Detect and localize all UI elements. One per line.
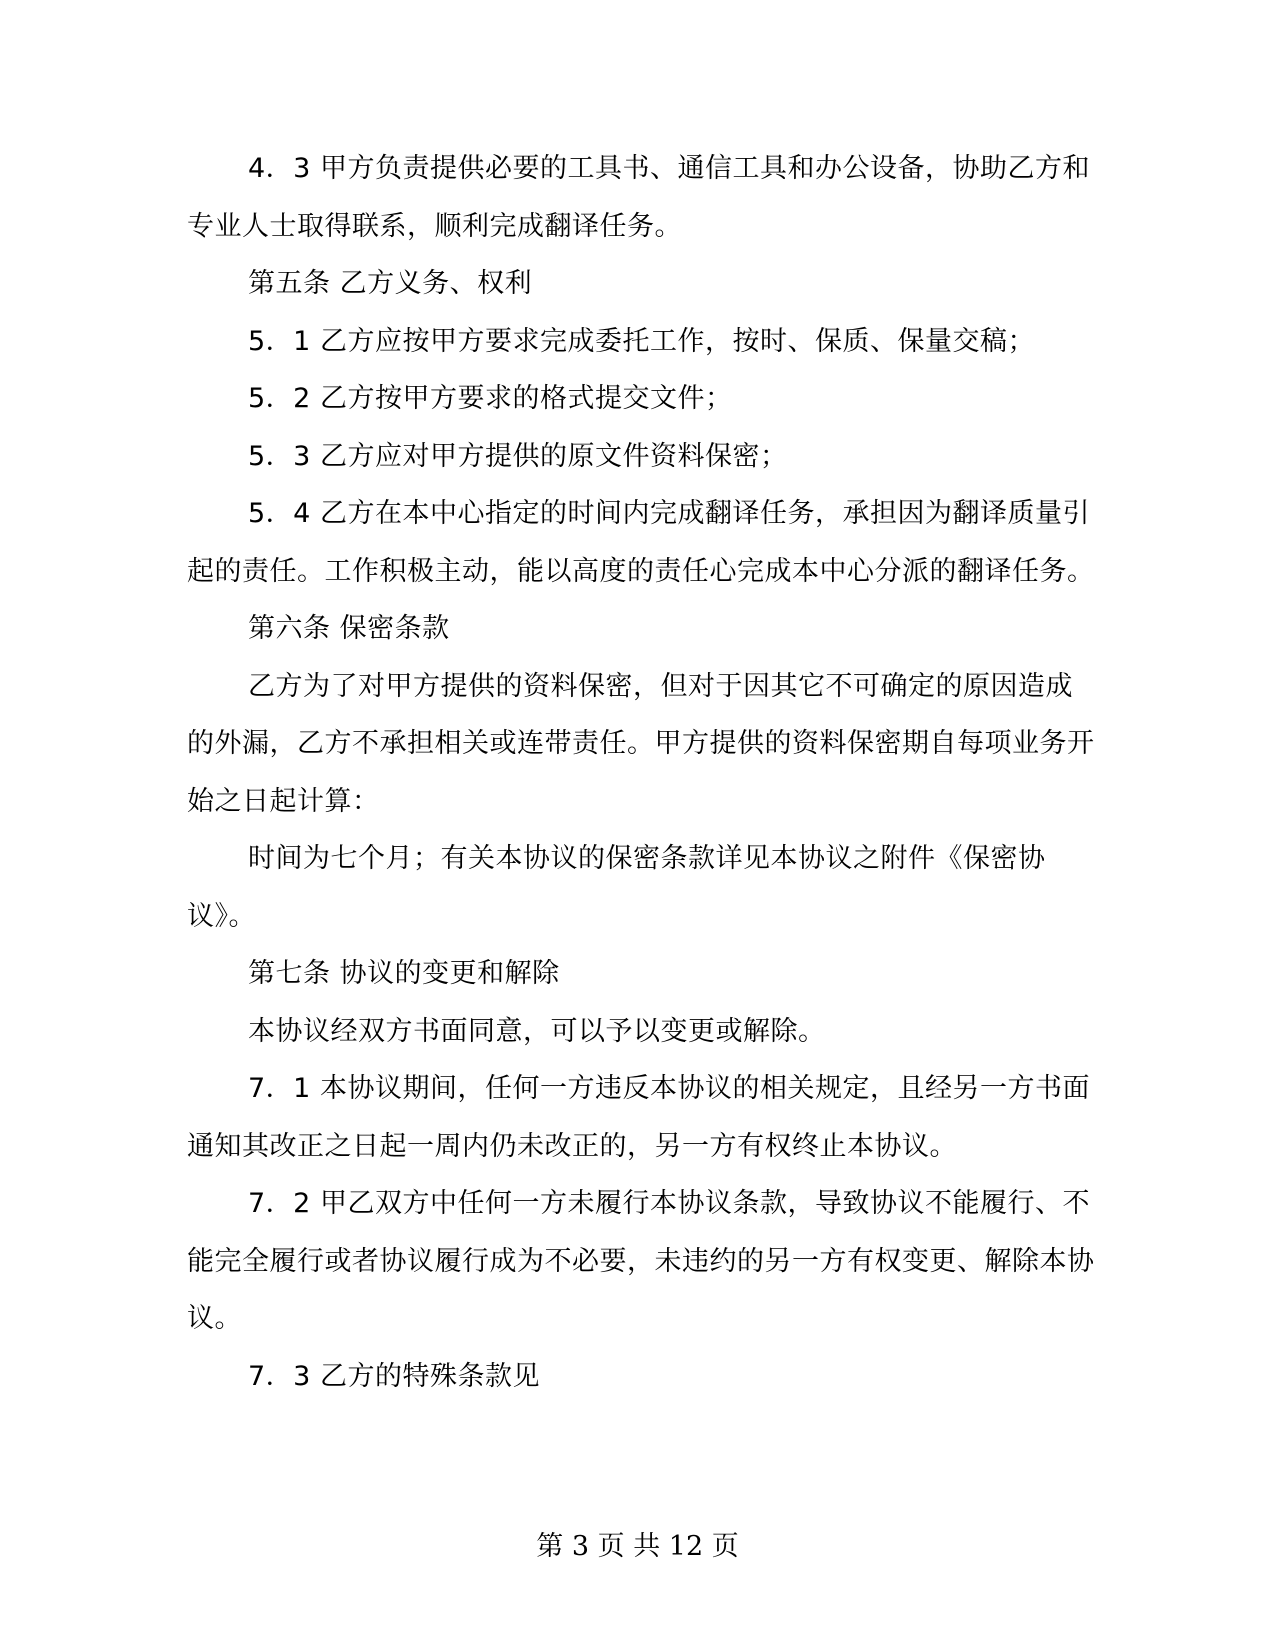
clause-5-2: 5．2 乙方按甲方要求的格式提交文件； [248, 383, 733, 414]
document-body [187, 140, 1097, 1405]
article-7-intro: 本协议经双方书面同意，可以予以变更或解除。 [248, 1015, 826, 1047]
clause-5-3: 5．3 乙方应对甲方提供的原文件资料保密； [248, 440, 788, 472]
confidentiality-paragraph: 乙方为了对甲方提供的资料保密，但对于因其它不可确定的原因造成的外漏，乙方不承担相关或连带责任。甲方提供的资料保密期自每项业务开始之日起计算： [187, 670, 1095, 817]
article-7-heading: 第七条 协议的变更和解除 [248, 958, 560, 989]
confidentiality-period: 时间为七个月；有关本协议的保密条款详见本协议之附件《保密协议》。 [187, 843, 1046, 932]
clause-7-2: 7．2 甲乙双方中任何一方未履行本协议条款，导致协议不能履行、不能完全履行或者协议履行成为不必要，未违约的另一方有权变更、解除本协议。 [187, 1188, 1095, 1334]
article-6-heading: 第六条 保密条款 [248, 613, 450, 644]
clause-5-1: 5．1 乙方应按甲方要求完成委托工作，按时、保质、保量交稿； [248, 325, 1035, 357]
clause-4-3: 4．3 甲方负责提供必要的工具书、通信工具和办公设备，协助乙方和专业人士取得联系，顺利完成翻译任务。 [187, 153, 1090, 242]
clause-7-1: 7．1 本协议期间，任何一方违反本协议的相关规定，且经另一方书面通知其改正之日起一周内仍未改正的，另一方有权终止本协议。 [187, 1073, 1090, 1162]
page-number: 第 3 页 共 12 页 [536, 1531, 739, 1562]
clause-5-4: 5．4 乙方在本中心指定的时间内完成翻译任务，承担因为翻译质量引起的责任。工作积极主动，能以高度的责任心完成本中心分派的翻译任务。 [187, 498, 1095, 587]
clause-7-3: 7．3 乙方的特殊条款见 [248, 1360, 540, 1392]
article-5-heading: 第五条 乙方义务、权利 [248, 268, 533, 299]
